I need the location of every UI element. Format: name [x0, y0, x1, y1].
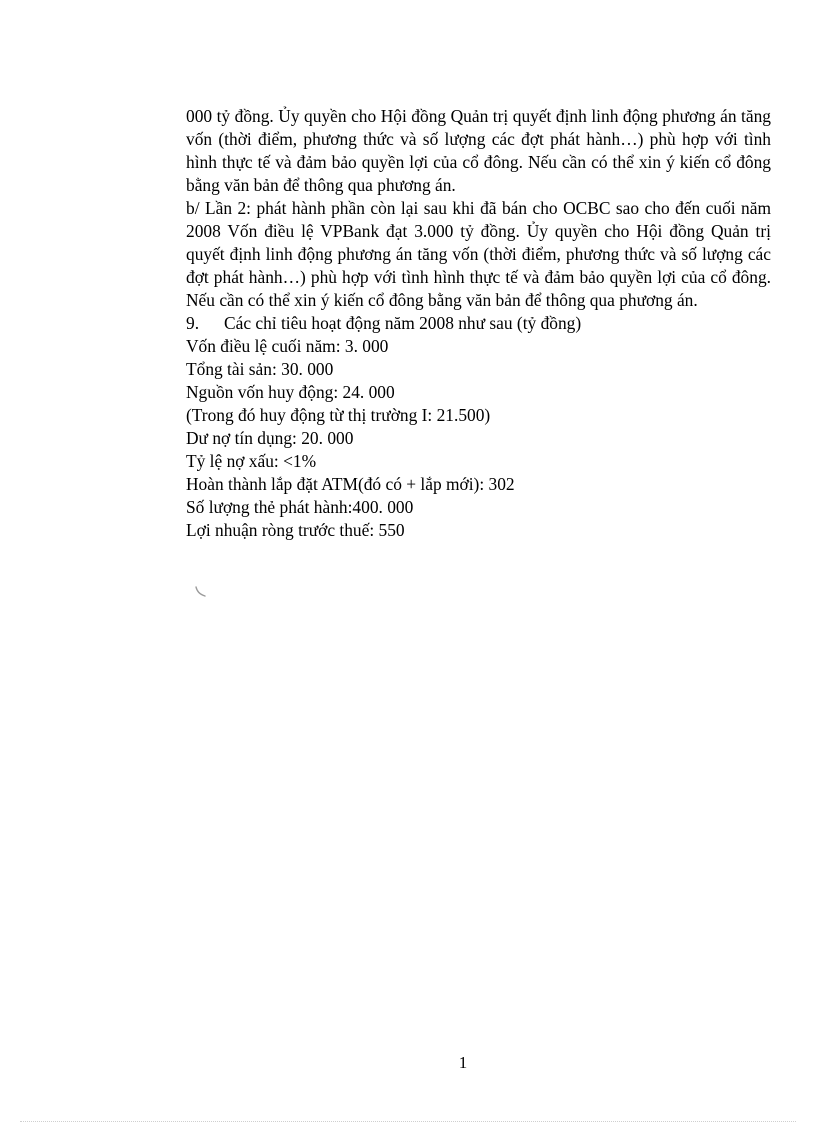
target-charter-capital: Vốn điều lệ cuối năm: 3. 000 — [186, 336, 389, 356]
target-mobilized-capital: Nguồn vốn huy động: 24. 000 — [186, 382, 395, 402]
paragraph-capital-authorization: 000 tỷ đồng. Ủy quyền cho Hội đồng Quản trị quyết định linh động phương án tăng vốn (thời điểm, phương thức và số lượng các đợt phát hành…) phù hợp với tình hình thực tế và đảm bảo quyền lợi của cổ đông. Nếu cần có thể xin ý kiến cổ đông bằng văn bản để thông qua phương án. — [186, 106, 771, 195]
target-atm-installation: Hoàn thành lắp đặt ATM(đó có + lắp mới): 302 — [186, 474, 515, 494]
document-body — [186, 105, 771, 542]
section-heading — [186, 312, 771, 335]
target-credit-outstanding: Dư nợ tín dụng: 20. 000 — [186, 428, 354, 448]
target-net-profit-before-tax: Lợi nhuận ròng trước thuế: 550 — [186, 520, 405, 540]
page-bottom-border — [20, 1121, 796, 1122]
page-number: 1 — [458, 1053, 468, 1072]
target-bad-debt-ratio: Tỷ lệ nợ xấu: <1% — [186, 451, 317, 471]
target-market-one-mobilization: (Trong đó huy động từ thị trường I: 21.500) — [186, 405, 491, 425]
target-cards-issued: Số lượng thẻ phát hành:400. 000 — [186, 497, 414, 517]
target-total-assets: Tổng tài sản: 30. 000 — [186, 359, 334, 379]
stray-pen-mark — [195, 586, 207, 598]
section-title: Các chỉ tiêu hoạt động năm 2008 như sau (tỷ đồng) — [224, 313, 582, 333]
section-number: 9. — [186, 313, 200, 333]
paragraph-second-issuance: b/ Lần 2: phát hành phần còn lại sau khi đã bán cho OCBC sao cho đến cuối năm 2008 Vốn điều lệ VPBank đạt 3.000 tỷ đồng. Ủy quyền cho Hội đồng Quản trị quyết định linh động phương án tăng vốn (thời điểm, phương thức và số lượng các đợt phát hành…) phù hợp với tình hình thực tế và đảm bảo quyền lợi của cổ đông. Nếu cần có thể xin ý kiến cổ đông bằng văn bản để thông qua phương án. — [186, 198, 771, 310]
